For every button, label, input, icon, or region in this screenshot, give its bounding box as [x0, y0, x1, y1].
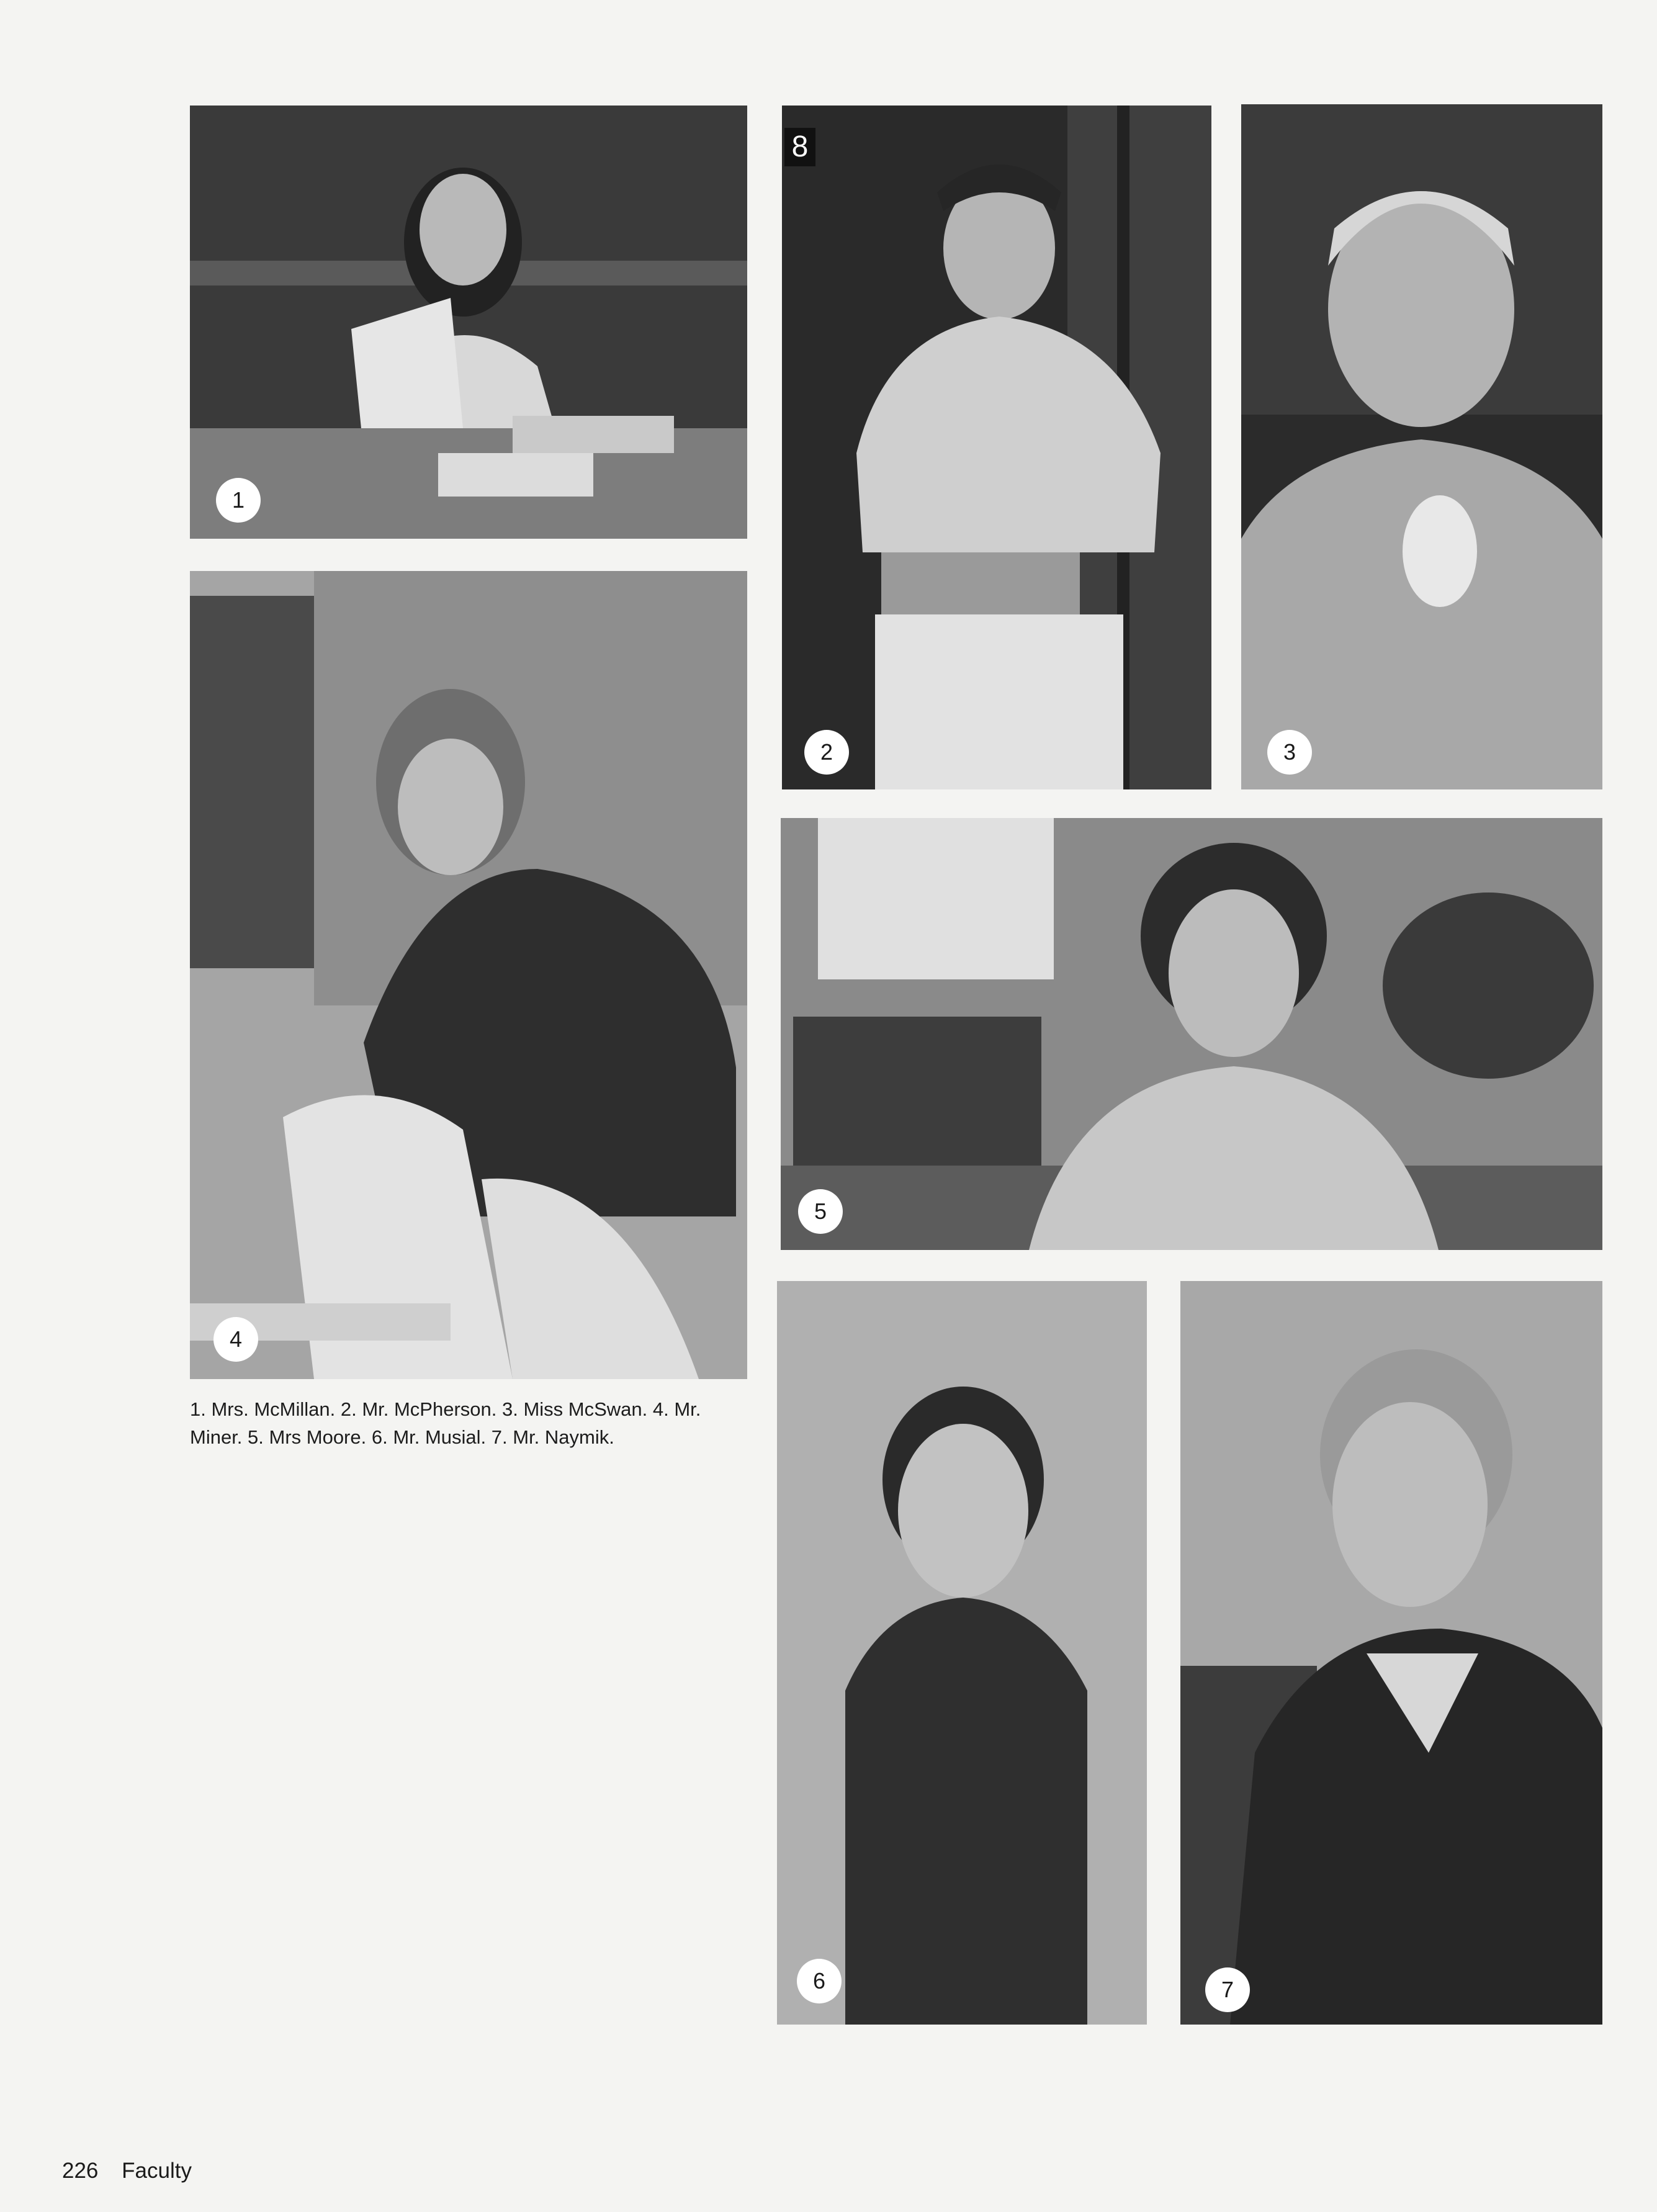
photo-caption: 1. Mrs. McMillan. 2. Mr. McPherson. 3. Miss McSwan. 4. Mr. Miner. 5. Mrs Moore. 6. Mr. Musial. 7. Mr. Naymik. [190, 1398, 701, 1448]
photo-2-number-badge: 2 [804, 730, 849, 775]
photo-7-mr-naymik [1180, 1281, 1602, 2025]
photo-2-mr-mcpherson [782, 106, 1211, 789]
photo-5-number-badge: 5 [798, 1189, 843, 1234]
photo-5-mrs-moore [781, 818, 1602, 1250]
photo-2-image [782, 106, 1211, 789]
photo-7-image [1180, 1281, 1602, 2025]
photo-3-miss-mcswan [1241, 104, 1602, 789]
photo-4-image [190, 571, 747, 1379]
photo-3-number-badge: 3 [1267, 730, 1312, 775]
photo-1-image [190, 106, 747, 539]
photo-1-number-badge: 1 [216, 478, 261, 523]
photo-1-mrs-mcmillan [190, 106, 747, 539]
photo-6-image [777, 1281, 1147, 2025]
photo-7-number-badge: 7 [1205, 1967, 1250, 2012]
photo-4-mr-miner [190, 571, 747, 1379]
photo-3-image [1241, 104, 1602, 789]
photo-2-corner-mark: 8 [784, 128, 815, 166]
photo-5-image [781, 818, 1602, 1250]
photo-6-number-badge: 6 [797, 1959, 842, 2003]
page-footer [62, 2159, 192, 2183]
section-name: Faculty [122, 2159, 192, 2183]
page-number: 226 [62, 2159, 99, 2183]
photo-6-mr-musial [777, 1281, 1147, 2025]
photo-4-number-badge: 4 [213, 1317, 258, 1362]
